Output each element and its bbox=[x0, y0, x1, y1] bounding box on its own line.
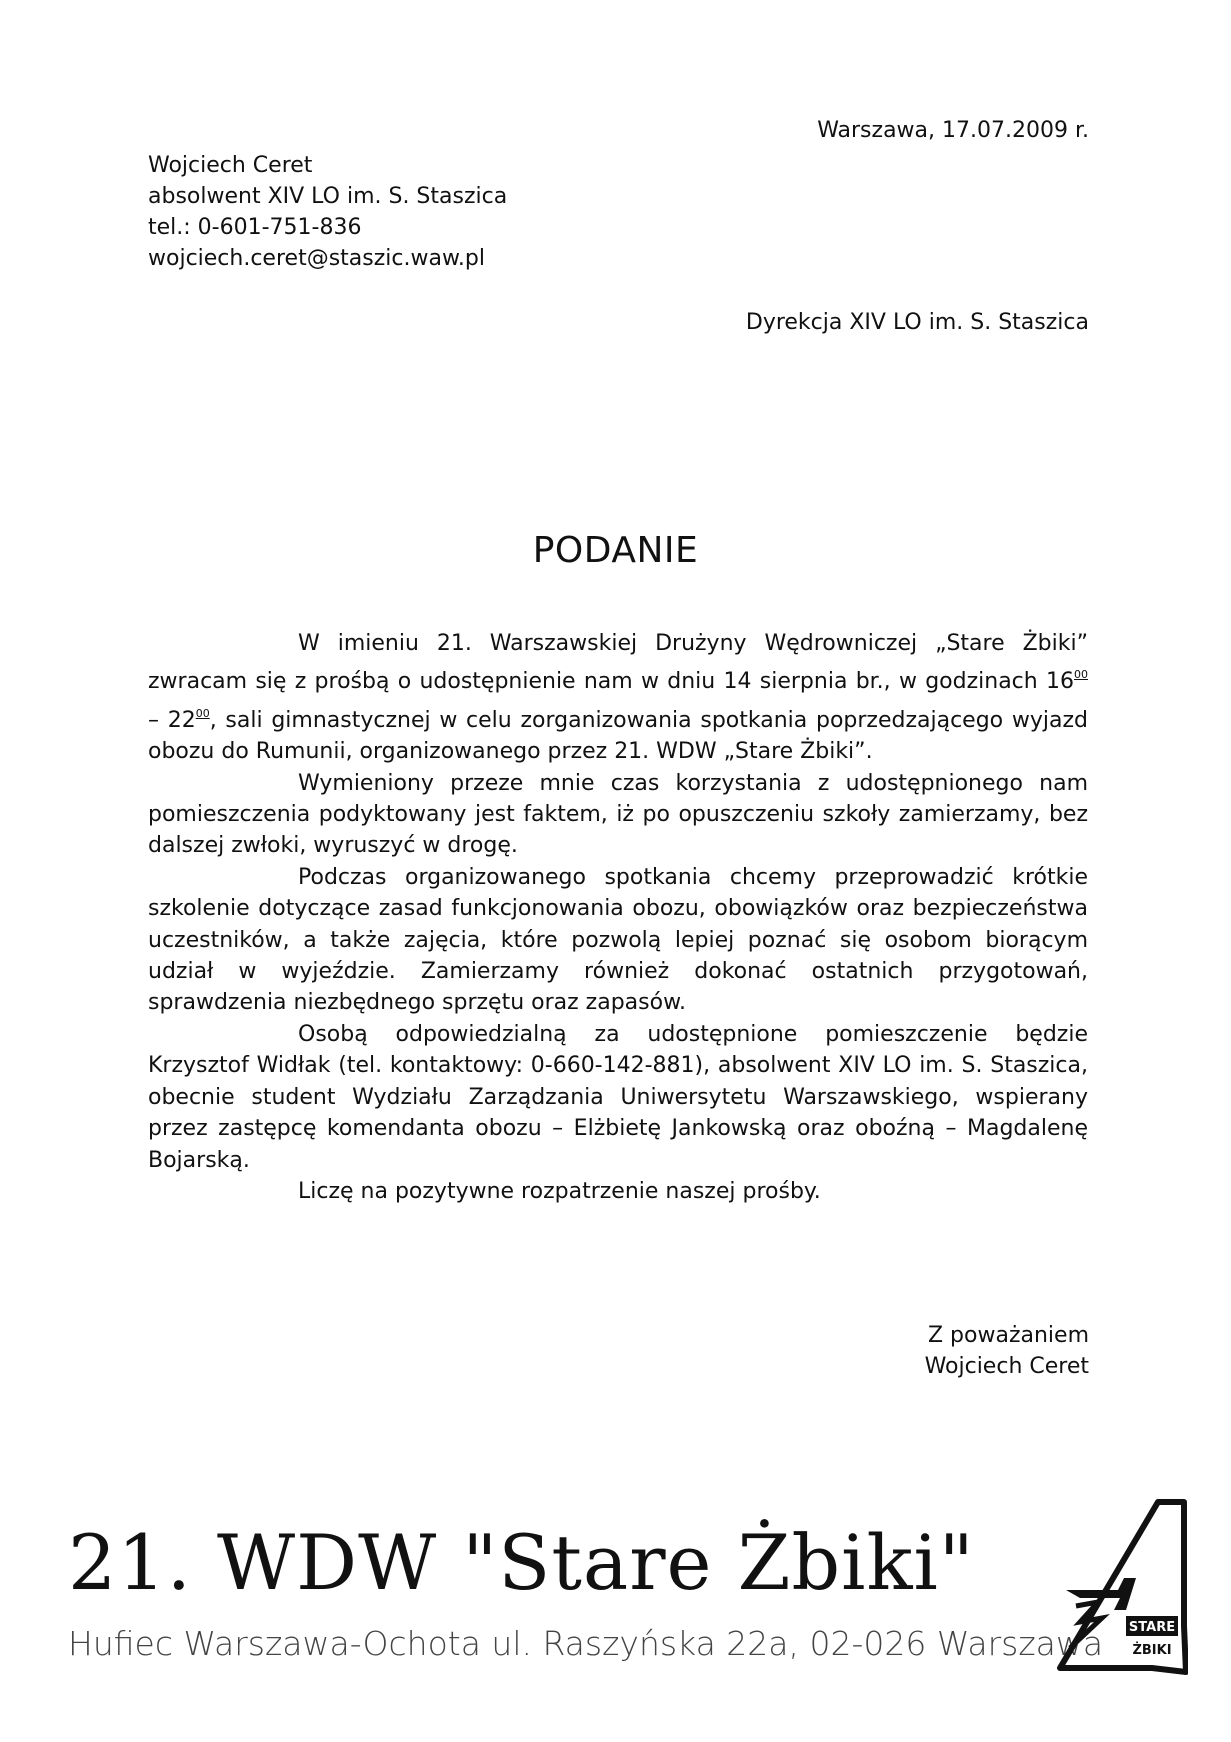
time-end-superscript: 00 bbox=[195, 706, 210, 720]
sender-name: Wojciech Ceret bbox=[148, 153, 313, 178]
sender-block bbox=[148, 150, 507, 274]
closing-signature-name: Wojciech Ceret bbox=[924, 1354, 1089, 1379]
sender-role: absolwent XIV LO im. S. Staszica bbox=[148, 184, 508, 209]
body-paragraph-5: Liczę na pozytywne rozpatrzenie naszej prośby. bbox=[298, 1178, 821, 1204]
logo-text-bottom: ŻBIKI bbox=[1132, 1643, 1172, 1658]
sender-email: wojciech.ceret@staszic.waw.pl bbox=[148, 246, 485, 271]
sender-phone: tel.: 0-601-751-836 bbox=[148, 215, 362, 240]
body-paragraph-4: Osobą odpowiedzialną za udostępnione pomieszczenie będzie Krzysztof Widłak (tel. kontaktowy: 0-660-142-881), absolwent XIV LO im. S. Staszica, obecnie student Wydziału Zarządzania Uniwersytetu Warszawskiego, wspierany przez zastępcę komendanta obozu – Elżbietę Jankowską oraz oboźną – Magdalenę Bojarską. bbox=[148, 1021, 1088, 1173]
p1-text-end: , sali gimnastycznej w celu zorganizowania spotkania poprzedzającego wyjazd obozu do Rumunii, organizowanego przez 21. WDW „Stare Żbiki”. bbox=[148, 707, 1088, 765]
stare-zbiki-logo-icon bbox=[1040, 1498, 1188, 1680]
body-paragraph-2: Wymieniony przeze mnie czas korzystania z udostępnionego nam pomieszczenia podyktowany jest faktem, iż po opuszczeniu szkoły zamierzamy, bez dalszej zwłoki, wyruszyć w drogę. bbox=[148, 770, 1088, 859]
body-paragraph-3: Podczas organizowanego spotkania chcemy przeprowadzić krótkie szkolenie dotyczące zasad funkcjonowania obozu, obowiązków oraz bezpieczeństwa uczestników, a także zajęcia, które pozwolą lepiej poznać się osobom biorącym udział w wyjeździe. Zamierzamy również dokonać ostatnich przygotowań, sprawdzenia niezbędnego sprzętu oraz zapasów. bbox=[148, 864, 1088, 1016]
footer-org-name: 21. WDW "Stare Żbiki" bbox=[68, 1518, 975, 1607]
p1-text-start: W imieniu 21. Warszawskiej Drużyny Wędrowniczej „Stare Żbiki” zwracam się z prośbą o udostępnienie nam w dniu 14 sierpnia br., w godzinach 16 bbox=[148, 631, 1088, 695]
closing-salutation: Z poważaniem bbox=[927, 1323, 1089, 1348]
date-line: Warszawa, 17.07.2009 r. bbox=[817, 118, 1089, 143]
recipient: Dyrekcja XIV LO im. S. Staszica bbox=[745, 310, 1089, 335]
document-title: PODANIE bbox=[532, 530, 699, 571]
logo-text-top: STARE bbox=[1128, 1620, 1176, 1635]
closing-block bbox=[925, 1320, 1089, 1382]
body-paragraph-1 bbox=[148, 628, 1088, 768]
footer-address: Hufiec Warszawa-Ochota ul. Raszyńska 22a, 02-026 Warszawa bbox=[68, 1624, 1104, 1663]
time-start-superscript: 00 bbox=[1074, 668, 1088, 682]
p1-dash: – 22 bbox=[148, 707, 196, 733]
letter-body bbox=[148, 628, 1088, 1207]
